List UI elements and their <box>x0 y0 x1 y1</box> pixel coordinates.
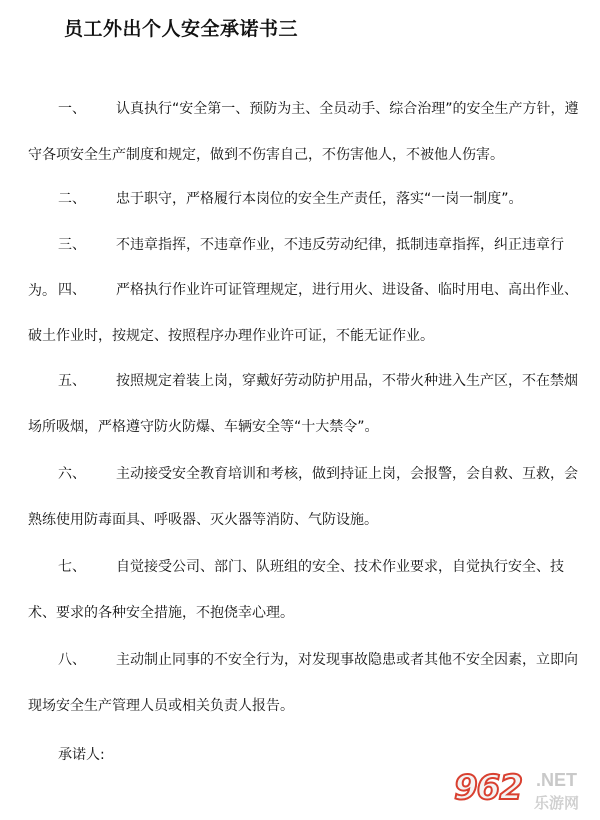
clause-1 <box>28 86 588 178</box>
watermark-domain: .NET <box>536 770 578 790</box>
document-title: 员工外出个人安全承诺书三 <box>64 18 299 40</box>
clause-8 <box>28 637 588 729</box>
clause-number: 六、 <box>58 466 86 482</box>
clause-number: 四、 <box>58 282 86 298</box>
clause-text: 严格执行作业许可证管理规定，进行用火、进设备、临时用电、高出作业、破土作业时，按规定、按照程序办理作业许可证，不能无证作业。 <box>28 282 578 344</box>
clause-2 <box>28 176 588 222</box>
clause-text: 自觉接受公司、部门、队班组的安全、技术作业要求，自觉执行安全、技术、要求的各种安全措施，不抱侥幸心理。 <box>28 559 564 621</box>
clause-text: 忠于职守，严格履行本岗位的安全生产责任，落实“一岗一制度”。 <box>116 191 523 207</box>
clause-6 <box>28 451 588 543</box>
clause-number: 七、 <box>58 559 86 575</box>
clause-text: 不违章指挥，不违章作业，不违反劳动纪律，抵制违章指挥，纠正违章行为。 <box>28 237 564 299</box>
clause-text: 主动制止同事的不安全行为，对发现事故隐患或者其他不安全因素，立即向现场安全生产管理人员或相关负责人报告。 <box>28 652 578 714</box>
clause-number: 八、 <box>58 652 86 668</box>
watermark-site-name: 乐游网 <box>534 794 580 812</box>
watermark-logo: 962 <box>454 768 522 808</box>
clause-number: 一、 <box>58 101 86 117</box>
clause-text: 按照规定着装上岗，穿戴好劳动防护用品，不带火种进入生产区，不在禁烟场所吸烟，严格遵守防火防爆、车辆安全等“十大禁令”。 <box>28 373 578 435</box>
site-watermark <box>454 766 594 814</box>
clause-text: 认真执行“安全第一、预防为主、全员动手、综合治理”的安全生产方针，遵守各项安全生产制度和规定，做到不伤害自己，不伤害他人，不被他人伤害。 <box>28 101 579 163</box>
clause-7 <box>28 544 588 636</box>
clause-5 <box>28 358 588 450</box>
signer-label: 承诺人: <box>58 747 105 763</box>
clause-4 <box>28 267 588 359</box>
clause-number: 五、 <box>58 373 86 389</box>
clause-number: 三、 <box>58 237 86 253</box>
clause-text: 主动接受安全教育培训和考核，做到持证上岗，会报警，会自救、互救，会熟练使用防毒面具、呼吸器、灭火器等消防、气防设施。 <box>28 466 578 528</box>
clause-number: 二、 <box>58 191 86 207</box>
